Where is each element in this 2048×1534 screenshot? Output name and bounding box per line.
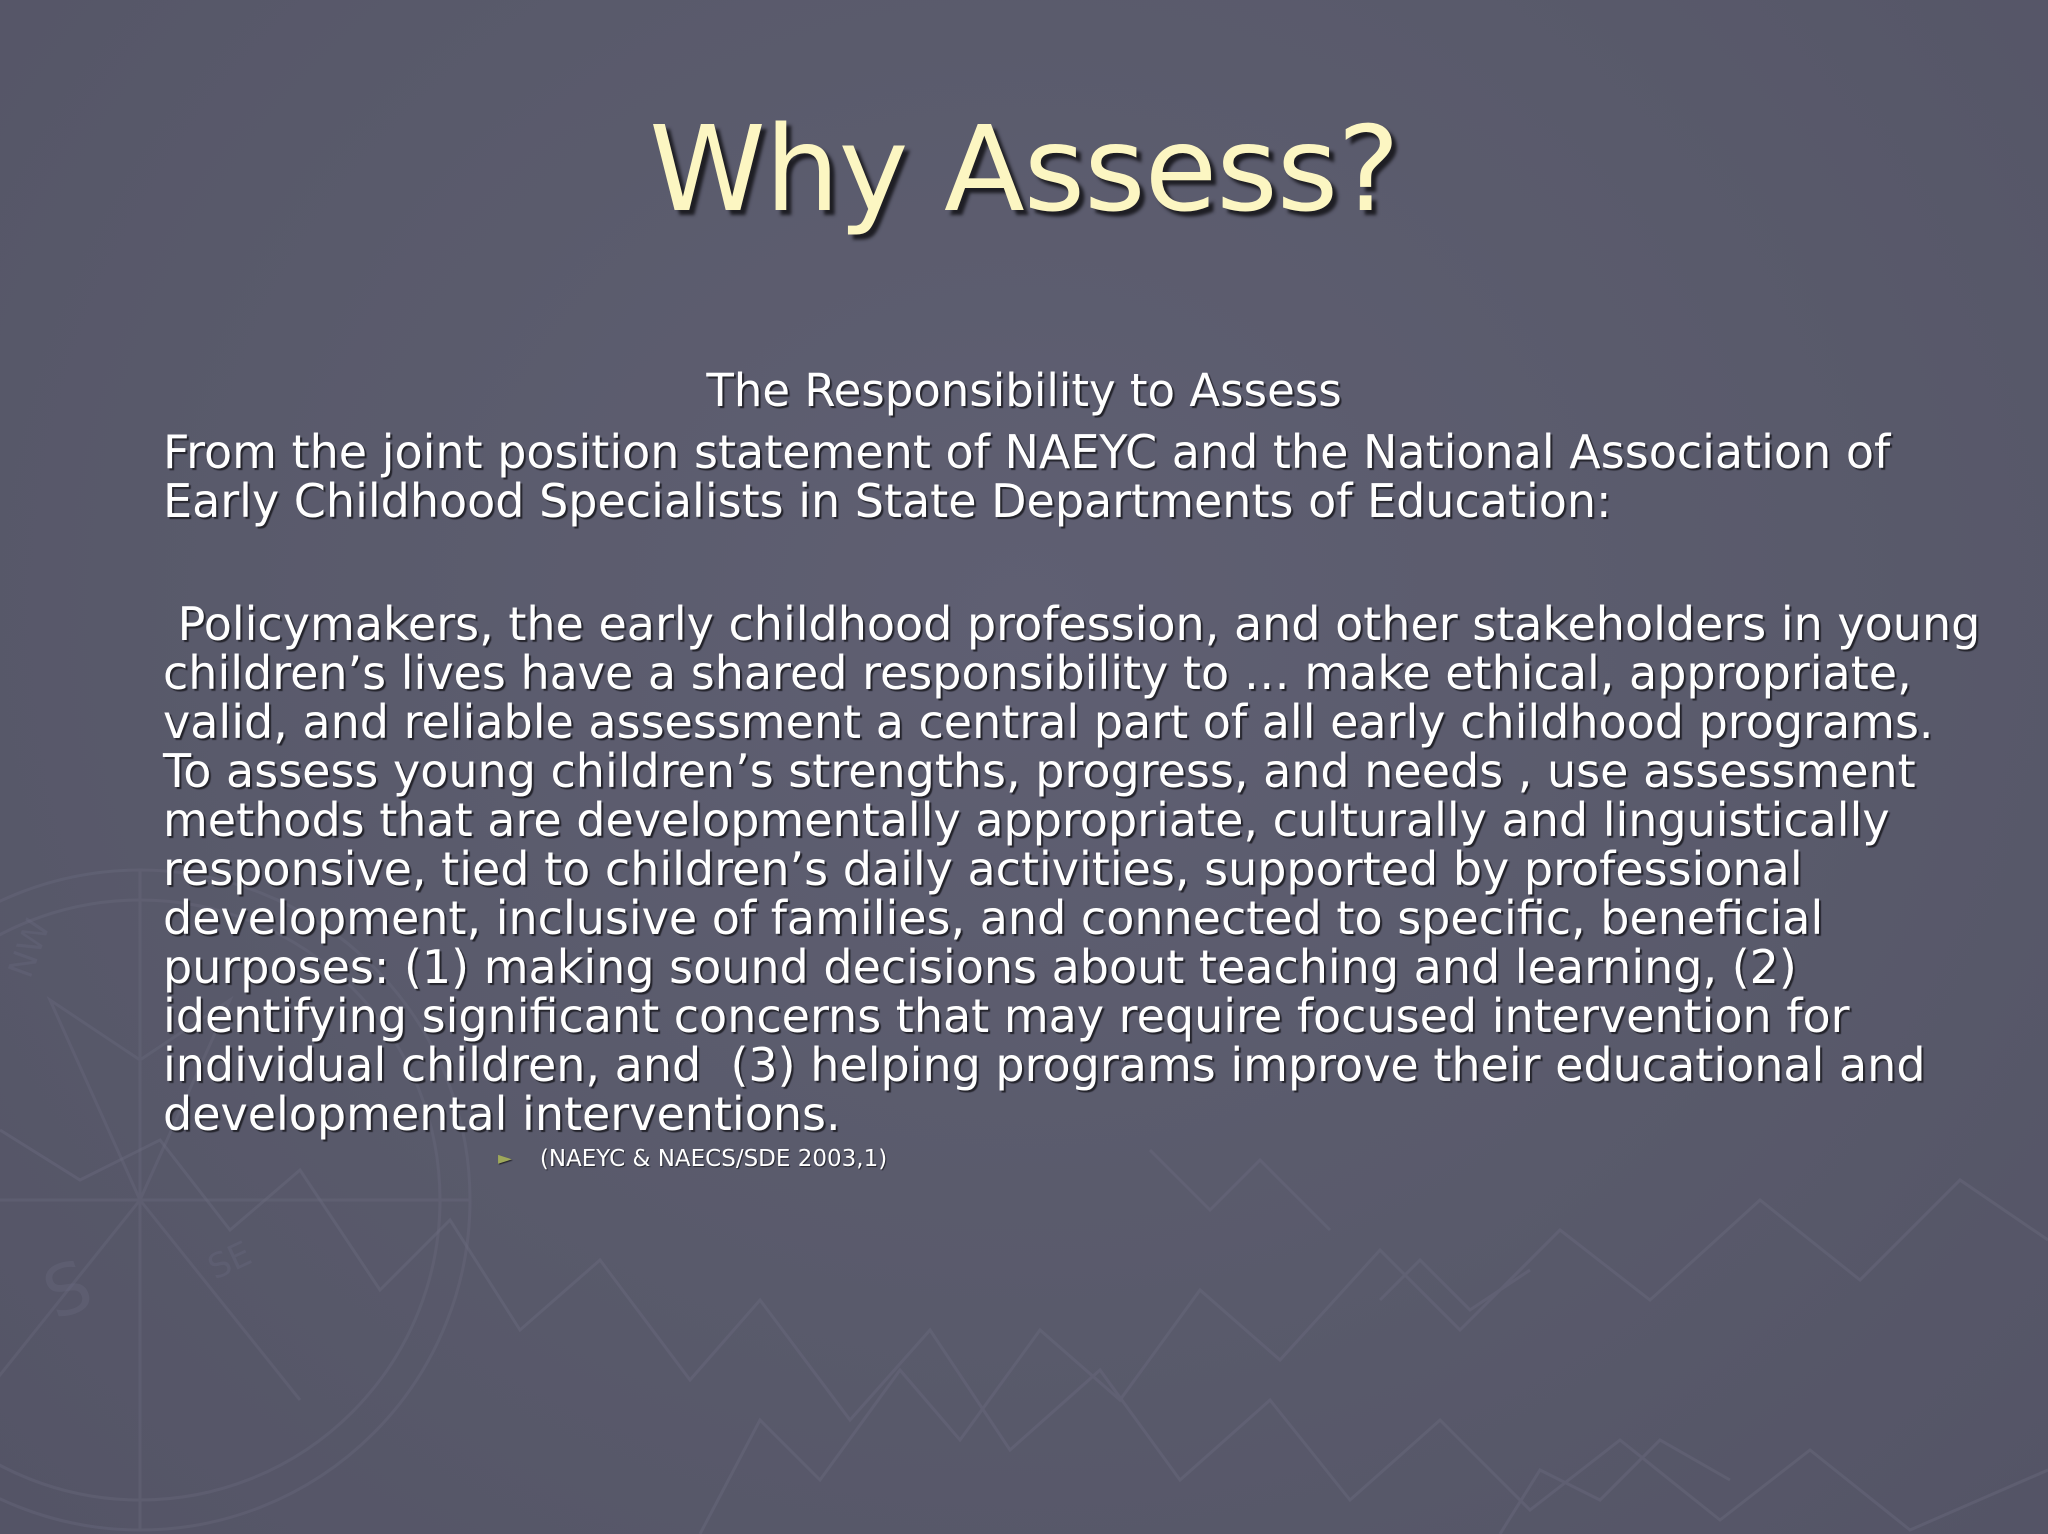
- intro-line: From the joint position statement of NAEYC and the National Association of: [163, 425, 1891, 479]
- intro-paragraph: [163, 425, 1963, 528]
- slide-title: Why Assess?: [649, 100, 1399, 238]
- citation-text: (NAEYC & NAECS/SDE 2003,1): [539, 1146, 888, 1172]
- slide-subtitle: The Responsibility to Assess: [706, 364, 1342, 417]
- svg-text:NW: NW: [0, 913, 59, 984]
- quote-line: development, inclusive of families, and connected to specific, beneficial: [163, 891, 1824, 945]
- svg-text:SE: SE: [201, 1233, 258, 1289]
- quote-paragraph: [163, 597, 1981, 1141]
- quote-line: identifying significant concerns that may require focused intervention for: [163, 989, 1850, 1043]
- quote-line: To assess young children’s strengths, progress, and needs , use assessment: [163, 744, 1916, 798]
- triangle-bullet-icon: ►: [498, 1148, 512, 1169]
- quote-line: methods that are developmentally appropriate, culturally and linguistically: [163, 793, 1890, 847]
- intro-line: Early Childhood Specialists in State Departments of Education:: [163, 474, 1612, 528]
- svg-text:S: S: [32, 1243, 103, 1336]
- quote-line: responsive, tied to children’s daily activities, supported by professional: [163, 842, 1803, 896]
- quote-line: purposes: (1) making sound decisions about teaching and learning, (2): [163, 940, 1797, 994]
- quote-line: Policymakers, the early childhood profession, and other stakeholders in young: [163, 597, 1981, 651]
- quote-line: children’s lives have a shared responsibility to … make ethical, appropriate,: [163, 646, 1912, 700]
- citation: [498, 1146, 887, 1172]
- quote-line: developmental interventions.: [163, 1087, 841, 1141]
- quote-line: individual children, and (3) helping programs improve their educational and: [163, 1038, 1926, 1092]
- quote-line: valid, and reliable assessment a central part of all early childhood programs.: [163, 695, 1934, 749]
